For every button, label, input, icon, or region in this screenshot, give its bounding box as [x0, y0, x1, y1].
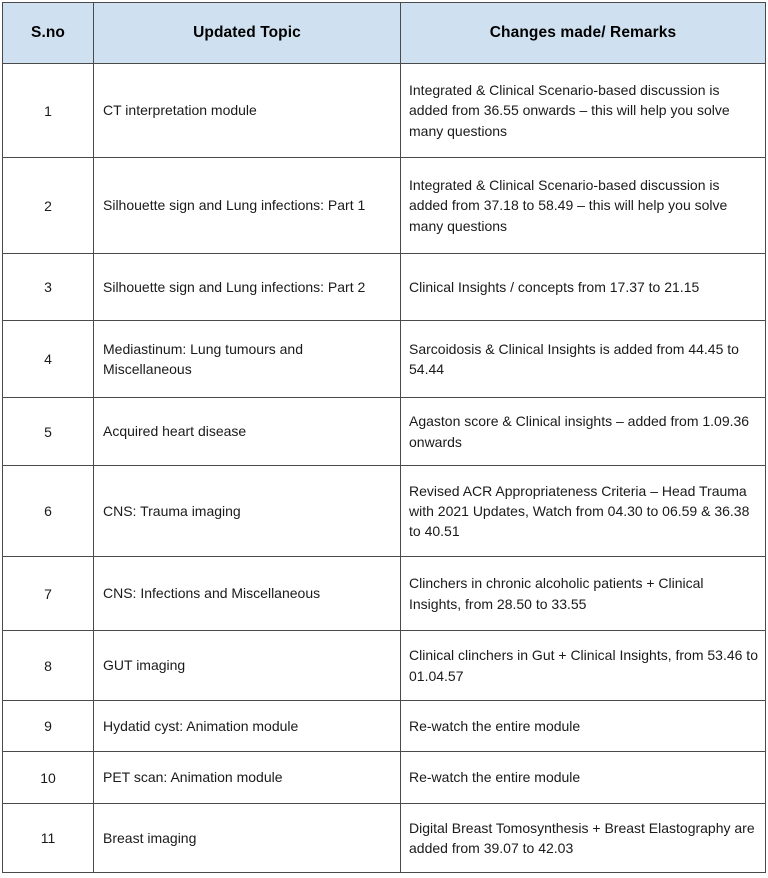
cell-remarks	[401, 321, 766, 398]
cell-remarks	[401, 701, 766, 752]
table-row	[3, 631, 766, 701]
cell-topic	[94, 158, 401, 254]
table-row	[3, 64, 766, 158]
cell-remarks	[401, 64, 766, 158]
cell-remarks-value: Digital Breast Tomosynthesis + Breast Elastography are added from 39.07 to 42.03	[409, 819, 755, 856]
updated-topics-table-container	[2, 2, 765, 873]
cell-topic	[94, 557, 401, 631]
column-header-changes-remarks	[401, 3, 766, 64]
table-row	[3, 158, 766, 254]
cell-sno	[3, 398, 94, 466]
cell-remarks-value: Revised ACR Appropriateness Criteria – Head Trauma with 2021 Updates, Watch from 04.30 to 06.59 & 36.38 to 40.51	[409, 482, 750, 540]
cell-remarks-value: Sarcoidosis & Clinical Insights is added from 44.45 to 54.44	[409, 340, 739, 377]
cell-sno-value: 7	[44, 585, 52, 602]
cell-topic	[94, 701, 401, 752]
table-body	[3, 64, 766, 873]
cell-remarks-value: Integrated & Clinical Scenario-based discussion is added from 36.55 onwards – this will help you solve many questions	[409, 82, 730, 139]
cell-topic-value: Hydatid cyst: Animation module	[103, 717, 299, 734]
cell-topic	[94, 254, 401, 321]
column-header-sno-label: S.no	[31, 24, 65, 41]
cell-sno	[3, 631, 94, 701]
cell-topic-value: Silhouette sign and Lung infections: Part 2	[103, 278, 366, 295]
table-row	[3, 321, 766, 398]
cell-remarks	[401, 557, 766, 631]
cell-topic	[94, 466, 401, 557]
table-row	[3, 254, 766, 321]
cell-topic-value: PET scan: Animation module	[103, 769, 283, 786]
cell-sno-value: 6	[44, 503, 52, 519]
cell-remarks-value: Clinchers in chronic alcoholic patients + Clinical Insights, from 28.50 to 33.55	[409, 575, 704, 612]
cell-topic-value: CT interpretation module	[103, 102, 257, 119]
cell-sno-value: 8	[44, 657, 52, 674]
header-row	[3, 3, 766, 64]
cell-topic-value: Acquired heart disease	[103, 423, 247, 440]
cell-topic	[94, 321, 401, 398]
cell-remarks-value: Integrated & Clinical Scenario-based discussion is added from 37.18 to 58.49 – this will help you solve many questions	[409, 177, 728, 234]
cell-remarks	[401, 158, 766, 254]
cell-sno	[3, 158, 94, 254]
cell-topic	[94, 631, 401, 701]
cell-remarks-value: Clinical clinchers in Gut + Clinical Insights, from 53.46 to 01.04.57	[409, 647, 758, 684]
cell-remarks-value: Re-watch the entire module	[409, 717, 581, 734]
cell-sno	[3, 321, 94, 398]
table-row	[3, 557, 766, 631]
cell-remarks-value: Clinical Insights / concepts from 17.37 to 21.15	[409, 278, 700, 295]
cell-topic-value: CNS: Trauma imaging	[103, 502, 241, 519]
cell-remarks-value: Re-watch the entire module	[409, 769, 581, 786]
cell-sno-value: 10	[40, 769, 56, 786]
cell-topic	[94, 398, 401, 466]
cell-topic-value: Breast imaging	[103, 829, 197, 846]
table-row	[3, 701, 766, 752]
cell-topic	[94, 64, 401, 158]
cell-topic-value: Mediastinum: Lung tumours and Miscellaneous	[103, 340, 303, 377]
cell-topic	[94, 804, 401, 873]
cell-remarks-value: Agaston score & Clinical insights – added from 1.09.36 onwards	[409, 413, 750, 450]
cell-sno	[3, 557, 94, 631]
cell-topic	[94, 752, 401, 804]
cell-sno-value: 5	[44, 423, 52, 440]
table-row	[3, 398, 766, 466]
column-header-updated-topic-label: Updated Topic	[193, 24, 301, 41]
cell-sno-value: 9	[44, 718, 52, 734]
cell-sno	[3, 752, 94, 804]
table-row	[3, 752, 766, 804]
cell-sno-value: 3	[44, 279, 52, 295]
cell-sno	[3, 254, 94, 321]
cell-topic-value: GUT imaging	[103, 657, 186, 674]
cell-sno	[3, 701, 94, 752]
table-header	[3, 3, 766, 64]
column-header-sno	[3, 3, 94, 64]
cell-remarks	[401, 398, 766, 466]
table-row	[3, 804, 766, 873]
updated-topics-table	[2, 2, 766, 873]
cell-remarks	[401, 254, 766, 321]
column-header-updated-topic	[94, 3, 401, 64]
cell-remarks	[401, 804, 766, 873]
cell-topic-value: CNS: Infections and Miscellaneous	[103, 585, 321, 602]
cell-sno-value: 4	[44, 351, 52, 367]
cell-remarks	[401, 631, 766, 701]
cell-sno-value: 11	[40, 830, 56, 846]
cell-topic-value: Silhouette sign and Lung infections: Part 1	[103, 197, 366, 214]
cell-sno	[3, 64, 94, 158]
cell-remarks	[401, 466, 766, 557]
cell-sno	[3, 466, 94, 557]
cell-sno-value: 2	[44, 197, 52, 214]
cell-sno-value: 1	[44, 102, 52, 119]
column-header-changes-remarks-label: Changes made/ Remarks	[489, 24, 677, 41]
cell-remarks	[401, 752, 766, 804]
table-row	[3, 466, 766, 557]
cell-sno	[3, 804, 94, 873]
